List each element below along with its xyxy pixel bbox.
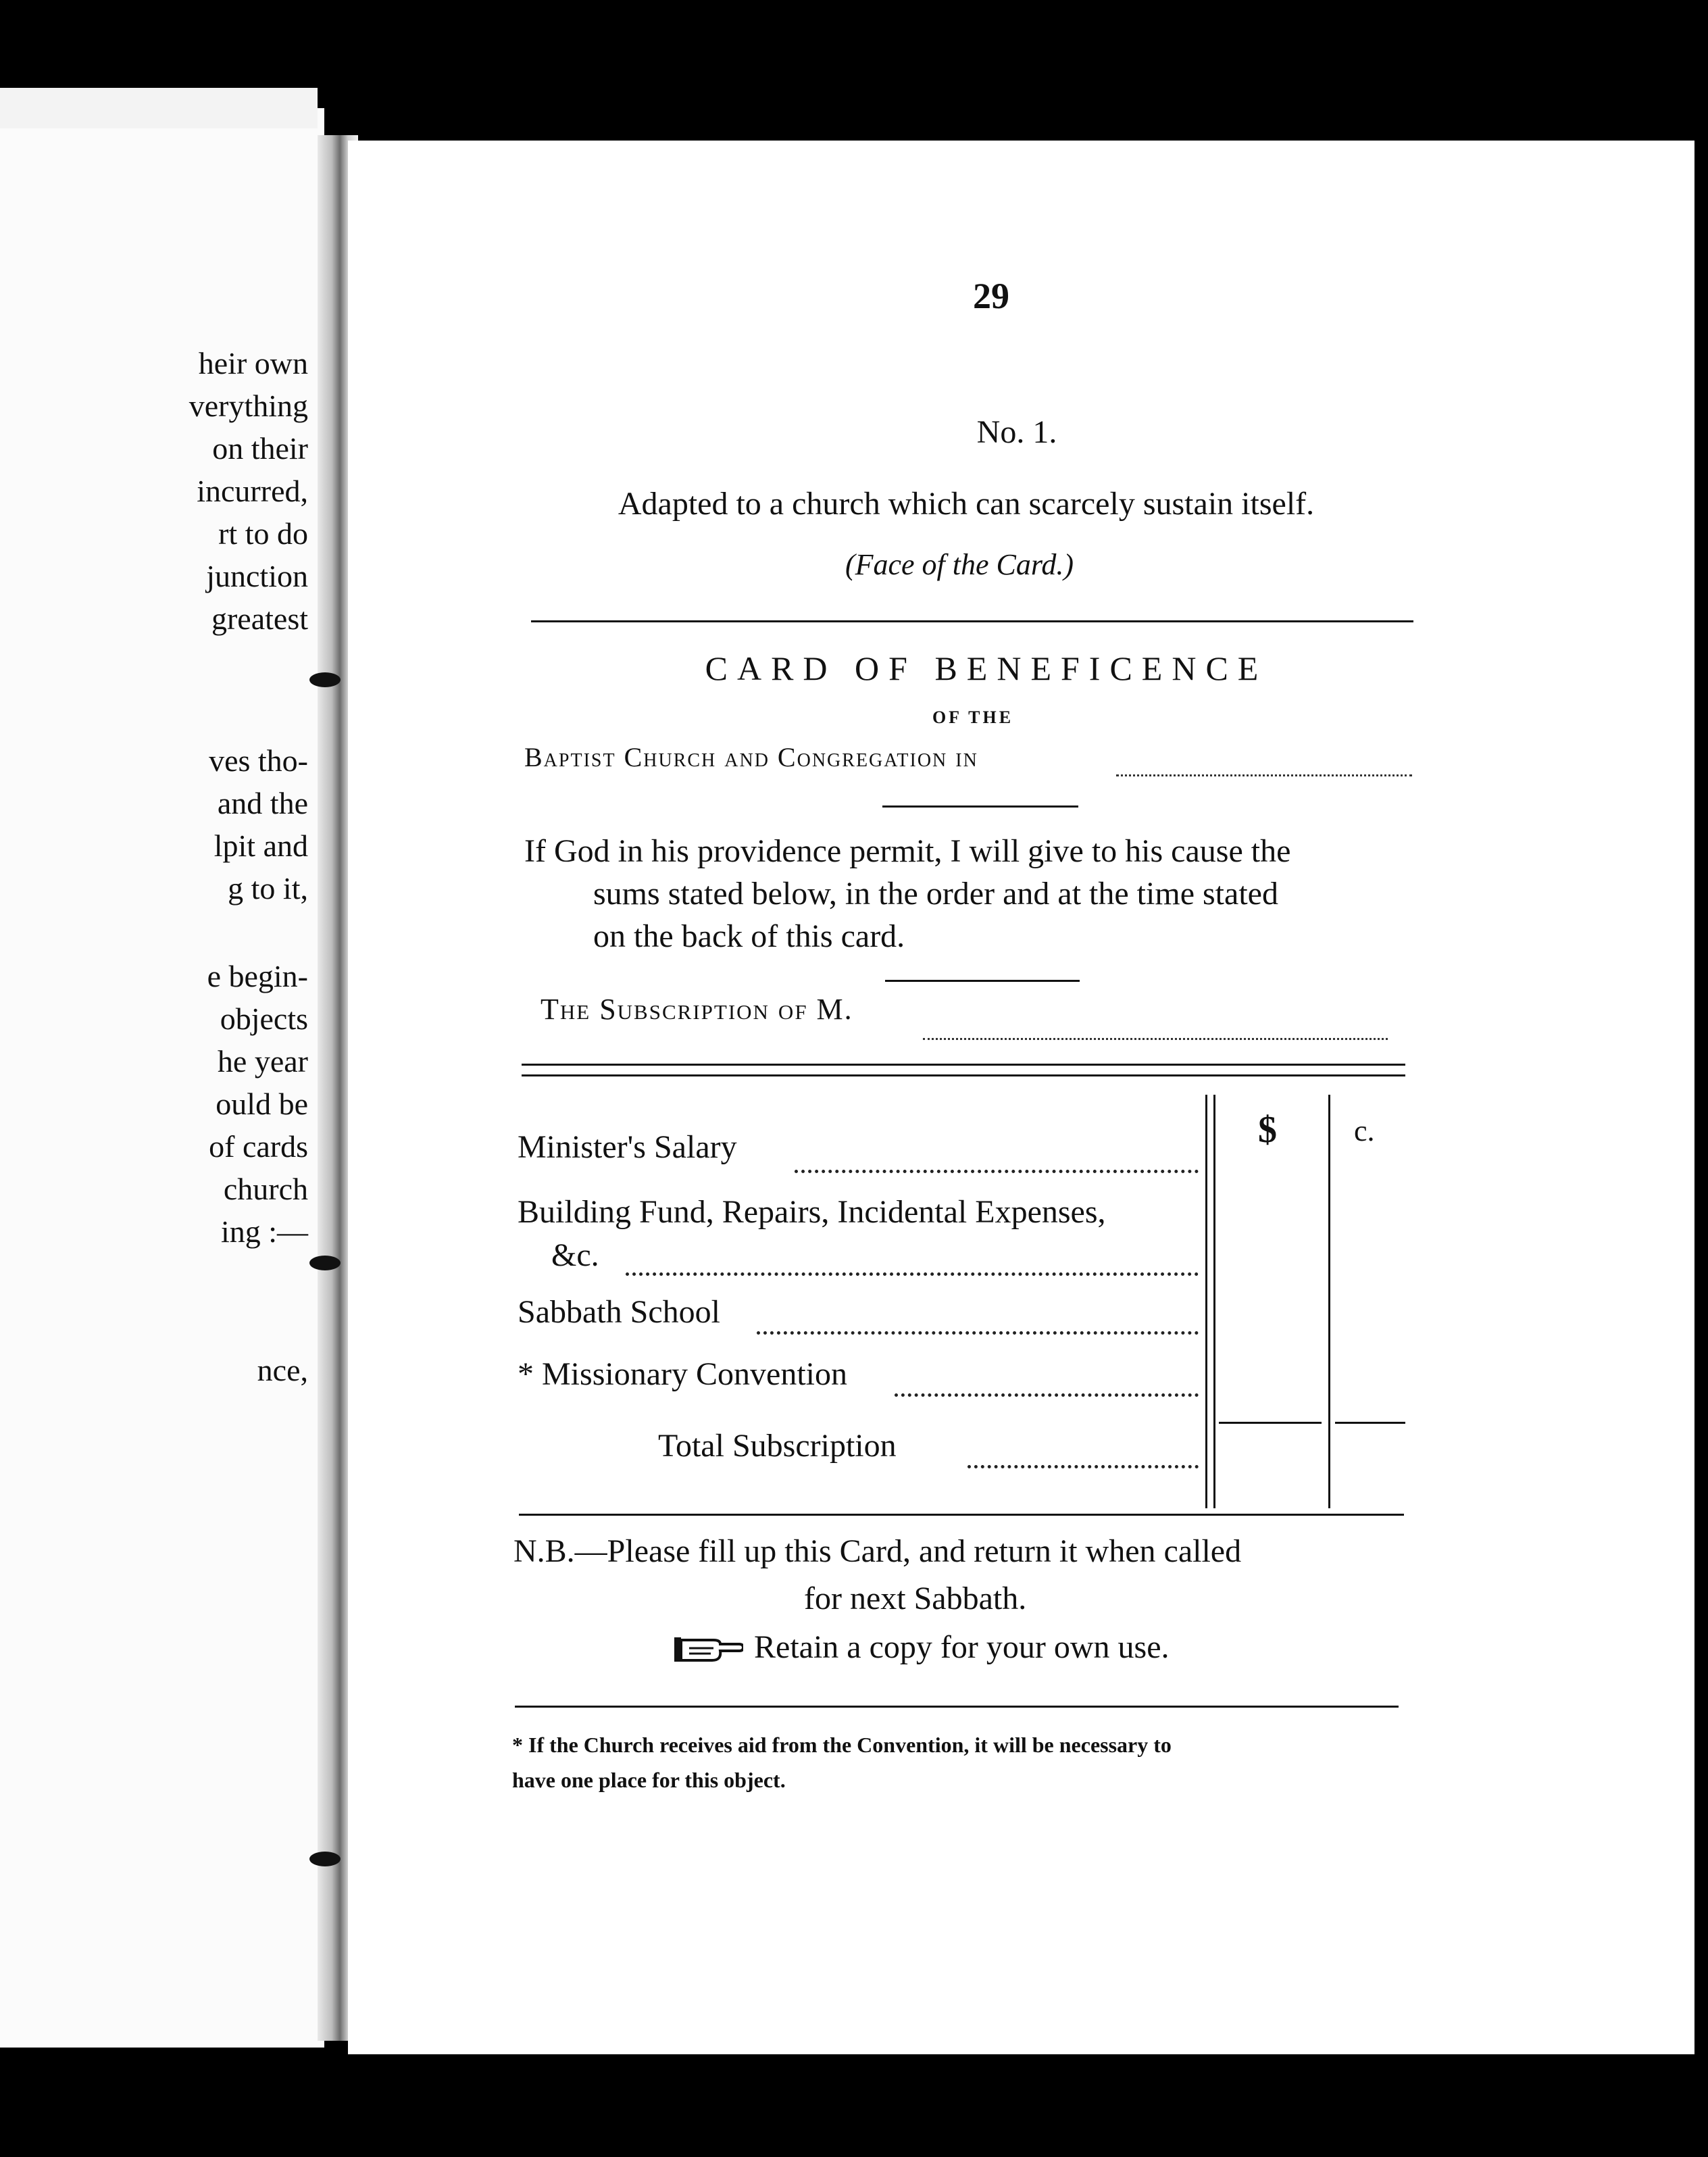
left-text-line: of cards <box>209 1129 308 1164</box>
footnote <box>512 1727 1404 1798</box>
left-text-line: church <box>223 1172 308 1206</box>
left-text-line: he year <box>217 1044 308 1078</box>
column-line <box>1328 1095 1330 1508</box>
ledger-item: Minister's Salary <box>518 1129 737 1165</box>
dollars-column-header: $ <box>1258 1109 1277 1151</box>
total-rule <box>1335 1422 1405 1424</box>
short-divider <box>882 805 1078 808</box>
left-text-line: g to it, <box>228 871 308 906</box>
left-text-line: ing :— <box>220 1214 308 1249</box>
leader-dots <box>968 1465 1199 1468</box>
church-name-label: Baptist Church and Congregation in <box>524 742 978 772</box>
left-text-line: verything <box>189 389 308 423</box>
face-label: (Face of the Card.) <box>845 548 1074 581</box>
left-text-line: on their <box>212 431 308 466</box>
retain-note: Retain a copy for your own use. <box>754 1629 1170 1665</box>
divider <box>519 1514 1404 1516</box>
left-text-line: ves tho- <box>209 743 308 778</box>
total-rule <box>1219 1422 1322 1424</box>
ledger-item: Building Fund, Repairs, Incidental Expenses, <box>518 1194 1106 1230</box>
column-line <box>1205 1095 1207 1508</box>
ledger-item: * Missionary Convention <box>518 1356 847 1392</box>
leader-dots <box>626 1272 1199 1276</box>
previous-page <box>0 108 324 2048</box>
binding-stitch <box>309 672 341 687</box>
left-text-line: ould be <box>216 1087 308 1121</box>
left-text-line: and the <box>217 786 308 820</box>
left-text-line: lpit and <box>214 828 308 863</box>
left-text-line: incurred, <box>197 474 308 508</box>
card-description: Adapted to a church which can scarcely sustain itself. <box>618 486 1315 522</box>
double-rule <box>522 1074 1405 1076</box>
left-text-line: greatest <box>211 601 308 636</box>
divider <box>515 1706 1399 1708</box>
left-text-line: junction <box>206 559 308 593</box>
left-text-line: objects <box>220 1001 308 1036</box>
column-line <box>1213 1095 1215 1508</box>
short-divider <box>885 980 1080 982</box>
church-name-blank <box>1116 774 1412 776</box>
left-text-line: e begin- <box>207 959 308 993</box>
divider <box>531 620 1413 622</box>
leader-dots <box>895 1393 1199 1397</box>
left-text-line: rt to do <box>218 516 308 551</box>
subscription-blank <box>923 1038 1388 1040</box>
cents-column-header: c. <box>1354 1114 1375 1147</box>
binding-stitch <box>309 1852 341 1866</box>
pledge-line: sums stated below, in the order and at the time stated <box>593 876 1278 912</box>
left-text-line: nce, <box>257 1353 308 1387</box>
ledger-item: Sabbath School <box>518 1294 720 1330</box>
pointing-hand-icon <box>673 1633 743 1664</box>
leader-dots <box>757 1331 1199 1335</box>
nb-note: N.B.—Please fill up this Card, and return it when called <box>513 1533 1242 1569</box>
double-rule <box>522 1064 1405 1066</box>
footnote-line: have one place for this object. <box>512 1768 786 1792</box>
total-label: Total Subscription <box>658 1428 897 1464</box>
card-number: No. 1. <box>976 414 1057 450</box>
page-number: 29 <box>973 276 1009 316</box>
card-subtitle: OF THE <box>932 708 1014 727</box>
subscription-label: The Subscription of M. <box>541 993 853 1026</box>
card-title: CARD OF BENEFICENCE <box>705 649 1268 687</box>
pledge-line: on the back of this card. <box>593 918 905 954</box>
binding-stitch <box>309 1256 341 1270</box>
page-edge <box>0 88 318 128</box>
pledge-line: If God in his providence permit, I will give to his cause the <box>524 833 1291 869</box>
left-text-line: heir own <box>198 346 308 380</box>
ledger-item: &c. <box>551 1237 599 1273</box>
pledge-text <box>524 830 1416 958</box>
nb-note: for next Sabbath. <box>804 1581 1027 1616</box>
footnote-line: * If the Church receives aid from the Convention, it will be necessary to <box>512 1733 1172 1757</box>
leader-dots <box>795 1170 1199 1173</box>
